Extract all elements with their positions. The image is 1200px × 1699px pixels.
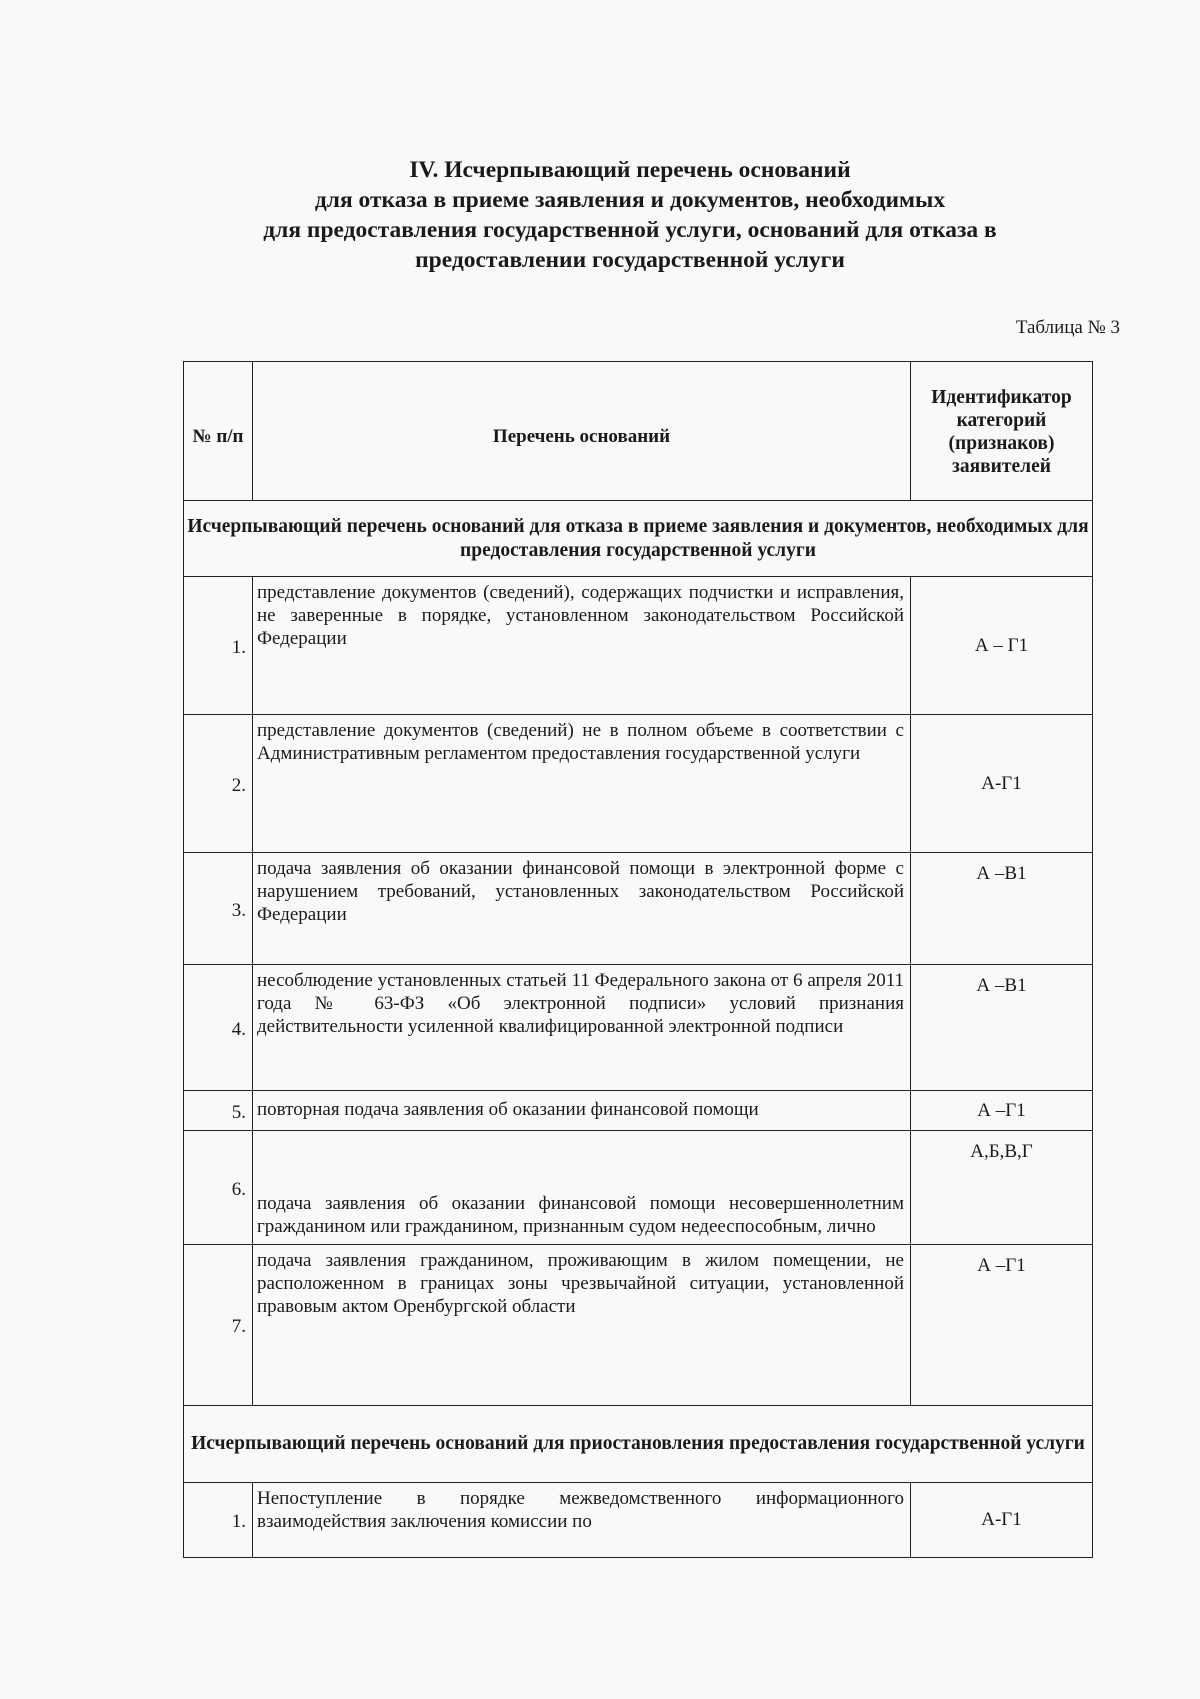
row-identifier: А-Г1: [911, 715, 1093, 853]
row-text: подача заявления об оказании финансовой помощи в электронной форме с нарушением требований, установленных законодательством Российской Федерации: [253, 853, 911, 965]
table-row: [184, 853, 1093, 965]
table-row: [184, 1091, 1093, 1131]
row-number: 4.: [184, 965, 253, 1091]
row-identifier: А-Г1: [911, 1483, 1093, 1558]
row-text: Непоступление в порядке межведомственного информационного взаимодействия заключения комиссии по: [253, 1483, 911, 1558]
heading-line-2: для отказа в приеме заявления и документов, необходимых: [314, 187, 946, 213]
section-row: [184, 501, 1093, 577]
row-identifier: А –В1: [911, 965, 1093, 1091]
row-identifier: А –Г1: [911, 1091, 1093, 1131]
table-caption: Таблица № 3: [1015, 317, 1120, 338]
heading-line-1: IV. Исчерпывающий перечень оснований: [409, 157, 851, 183]
row-text: повторная подача заявления об оказании финансовой помощи: [253, 1091, 911, 1131]
row-text: несоблюдение установленных статьей 11 Федерального закона от 6 апреля 2011 года № 63-ФЗ «Об электронной подписи» условий признания действительности усиленной квалифицированной электронной подписи: [253, 965, 911, 1091]
heading-line-3: для предоставления государственной услуги, оснований для отказа в: [263, 217, 997, 243]
row-text: подача заявления гражданином, проживающим в жилом помещении, не расположенном в границах зоны чрезвычайной ситуации, установленной правовым актом Оренбургской области: [253, 1245, 911, 1406]
row-number: 5.: [184, 1091, 253, 1131]
section-1-title: Исчерпывающий перечень оснований для отказа в приеме заявления и документов, необходимых для предоставления государственной услуги: [184, 501, 1093, 577]
grounds-table: [183, 361, 1093, 1558]
table-row: [184, 715, 1093, 853]
table-header-row: [184, 362, 1093, 501]
section-row: [184, 1406, 1093, 1483]
table-row: [184, 577, 1093, 715]
row-number: 2.: [184, 715, 253, 853]
header-number: № п/п: [184, 362, 253, 501]
row-identifier: А –Г1: [911, 1245, 1093, 1406]
row-identifier: А,Б,В,Г: [911, 1131, 1093, 1245]
section-heading: [150, 155, 1110, 275]
row-text: представление документов (сведений) не в полном объеме в соответствии с Административным регламентом предоставления государственной услуги: [253, 715, 911, 853]
row-number: 3.: [184, 853, 253, 965]
row-identifier: А –В1: [911, 853, 1093, 965]
table-row: [184, 1483, 1093, 1558]
row-number: 7.: [184, 1245, 253, 1406]
table-row: [184, 1131, 1093, 1245]
heading-line-4: предоставлении государственной услуги: [415, 247, 845, 273]
table-row: [184, 1245, 1093, 1406]
row-number: 6.: [184, 1131, 253, 1245]
header-identifier: Идентификатор категорий (признаков) заявителей: [911, 362, 1093, 501]
row-number: 1.: [184, 1483, 253, 1558]
header-grounds: Перечень оснований: [253, 362, 911, 501]
row-identifier: А – Г1: [911, 577, 1093, 715]
row-number: 1.: [184, 577, 253, 715]
row-text: представление документов (сведений), содержащих подчистки и исправления, не заверенные в порядке, установленном законодательством Российской Федерации: [253, 577, 911, 715]
table-row: [184, 965, 1093, 1091]
row-text: подача заявления об оказании финансовой помощи несовершеннолетним гражданином или гражданином, признанным судом недееспособным, лично: [253, 1131, 911, 1245]
section-2-title: Исчерпывающий перечень оснований для приостановления предоставления государственной услуги: [184, 1406, 1093, 1483]
